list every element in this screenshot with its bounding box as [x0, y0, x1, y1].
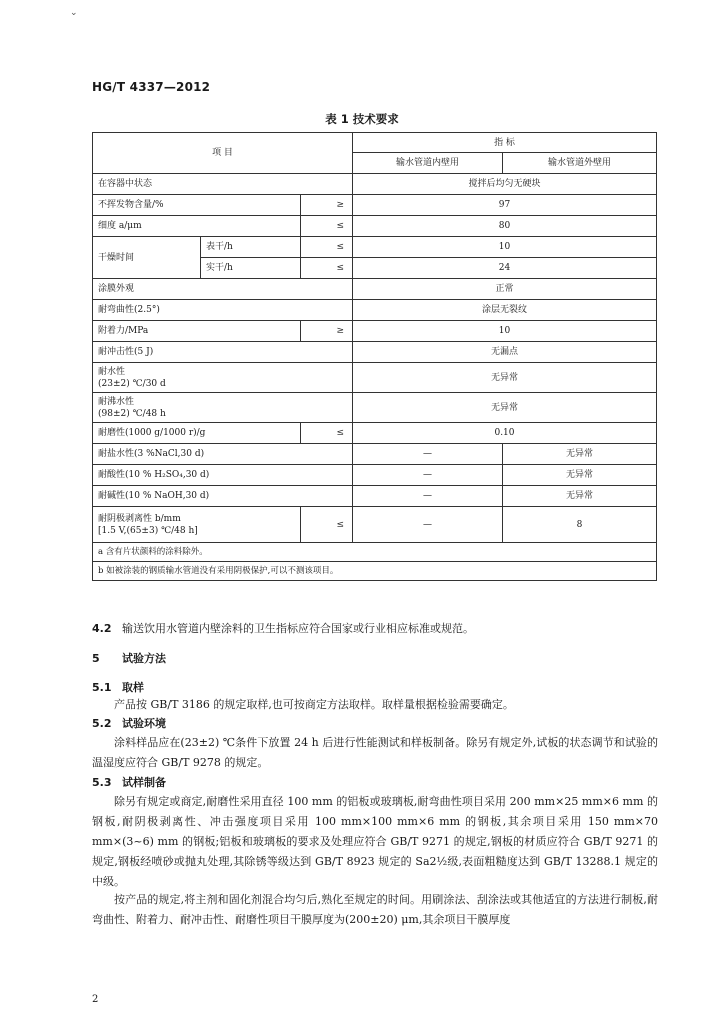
section-5-2-paragraph: 涂料样品应在(23±2) ℃条件下放置 24 h 后进行性能测试和样板制备。除另有规定外,试板的状态调节和试验的温湿度应符合 GB/T 9278 的规定。 — [92, 736, 658, 769]
row-item-line2: (23±2) ℃/30 d — [98, 378, 166, 389]
row-subitem: 表干/h — [201, 237, 301, 258]
table-row — [93, 465, 657, 486]
row-operator: ≤ — [301, 237, 353, 258]
row-item — [93, 363, 353, 393]
table-row — [93, 444, 657, 465]
page-number: 2 — [92, 994, 99, 1005]
section-title: 试验环境 — [122, 717, 166, 730]
row-item-line2: (98±2) ℃/48 h — [98, 408, 166, 419]
row-value: 24 — [353, 258, 657, 279]
section-5-3-paragraph-1: 除另有规定或商定,耐磨性采用直径 100 mm 的铝板或玻璃板,耐弯曲性项目采用 200 mm×25 mm×6 mm 的钢板,耐阴极剥离性、冲击强度项目采用 100 mm×100 mm×6 mm 的钢板,其余项目采用 150 mm×70 mm×(3~6) mm 的钢板;铝板和玻璃板的要求及处理应符合 GB/T 9271 的规定,钢板的材质应符合 GB/T 9271 的规定,钢板经喷砂或抛丸处理,其除锈等级达到 GB/T 8923 规定的 Sa2½级,表面粗糙度达到 GB/T 13288.1 规定的中级。 — [92, 795, 658, 888]
section-number: 5 — [92, 652, 100, 665]
table-row — [93, 300, 657, 321]
section-number: 4.2 — [92, 622, 112, 635]
header-outer-wall: 输水管道外壁用 — [503, 153, 657, 174]
table-note-a: a 含有片状颜料的涂料除外。 — [93, 543, 657, 562]
row-item-line1: 耐阴极剥离性 b/mm — [98, 513, 181, 524]
table-row — [93, 507, 657, 543]
table-note-row — [93, 562, 657, 581]
row-item: 耐酸性(10 % H₂SO₄,30 d) — [93, 465, 353, 486]
document-code: HG/T 4337—2012 — [92, 80, 211, 94]
row-item-line1: 耐沸水性 — [98, 396, 135, 407]
row-item — [93, 393, 353, 423]
row-outer-value: 无异常 — [503, 444, 657, 465]
row-outer-value: 8 — [503, 507, 657, 543]
row-value: 涂层无裂纹 — [353, 300, 657, 321]
row-item: 细度 a/μm — [93, 216, 301, 237]
row-item: 在容器中状态 — [93, 174, 353, 195]
section-4-2 — [92, 619, 658, 639]
section-text: 输送饮用水管道内壁涂料的卫生指标应符合国家或行业相应标准或规范。 — [122, 622, 474, 635]
row-operator: ≥ — [301, 321, 353, 342]
section-title: 取样 — [122, 681, 144, 694]
row-value: 无异常 — [353, 393, 657, 423]
row-item-line2: [1.5 V,(65±3) ℃/48 h] — [98, 525, 198, 536]
row-item: 耐弯曲性(2.5°) — [93, 300, 353, 321]
table-row — [93, 174, 657, 195]
row-value: 0.10 — [353, 423, 657, 444]
section-number: 5.1 — [92, 681, 112, 694]
table-note-row — [93, 543, 657, 562]
row-item: 涂膜外观 — [93, 279, 353, 300]
row-item — [93, 507, 301, 543]
section-5-3-paragraph-2: 按产品的规定,将主剂和固化剂混合均匀后,熟化至规定的时间。用刷涂法、刮涂法或其他适宜的方法进行制板,耐弯曲性、附着力、耐冲击性、耐磨性项目干膜厚度为(200±20) μm,其余项目干膜厚度 — [92, 893, 658, 926]
table-note-b: b 如被涂装的钢质输水管道没有采用阴极保护,可以不测该项目。 — [93, 562, 657, 581]
row-operator: ≤ — [301, 216, 353, 237]
table-title: 表 1 技术要求 — [325, 112, 399, 126]
row-item: 干燥时间 — [93, 237, 201, 279]
table-row — [93, 237, 657, 258]
row-inner-value: — — [353, 444, 503, 465]
row-item: 不挥发物含量/% — [93, 195, 301, 216]
row-operator: ≤ — [301, 423, 353, 444]
section-number: 5.2 — [92, 717, 112, 730]
row-value: 97 — [353, 195, 657, 216]
table-row — [93, 279, 657, 300]
table-header-row — [93, 133, 657, 153]
row-operator: ≥ — [301, 195, 353, 216]
row-operator: ≤ — [301, 507, 353, 543]
section-number: 5.3 — [92, 776, 112, 789]
corner-mark: ⌄ — [70, 8, 78, 18]
section-title: 试样制备 — [122, 776, 166, 789]
row-value: 10 — [353, 237, 657, 258]
row-inner-value: — — [353, 507, 503, 543]
table-row — [93, 423, 657, 444]
table-row — [93, 216, 657, 237]
section-5-3-heading — [92, 773, 658, 793]
section-title: 试验方法 — [122, 652, 166, 665]
row-value: 正常 — [353, 279, 657, 300]
table-row — [93, 321, 657, 342]
row-outer-value: 无异常 — [503, 486, 657, 507]
technical-requirements-table — [92, 132, 657, 581]
section-5-heading — [92, 649, 658, 669]
row-subitem: 实干/h — [201, 258, 301, 279]
table-row — [93, 342, 657, 363]
row-outer-value: 无异常 — [503, 465, 657, 486]
row-item: 耐碱性(10 % NaOH,30 d) — [93, 486, 353, 507]
header-item: 项 目 — [93, 133, 353, 174]
table-row — [93, 195, 657, 216]
row-item: 耐冲击性(5 J) — [93, 342, 353, 363]
row-value: 无异常 — [353, 363, 657, 393]
row-item: 耐盐水性(3 %NaCl,30 d) — [93, 444, 353, 465]
section-5-1-paragraph: 产品按 GB/T 3186 的规定取样,也可按商定方法取样。取样量根据检验需要确定。 — [114, 698, 514, 711]
header-indicator: 指 标 — [353, 133, 657, 153]
row-operator: ≤ — [301, 258, 353, 279]
table-row — [93, 393, 657, 423]
row-inner-value: — — [353, 465, 503, 486]
row-item-line1: 耐水性 — [98, 366, 126, 377]
row-inner-value: — — [353, 486, 503, 507]
table-row — [93, 486, 657, 507]
row-item: 附着力/MPa — [93, 321, 301, 342]
table-row — [93, 363, 657, 393]
row-value: 10 — [353, 321, 657, 342]
row-value: 80 — [353, 216, 657, 237]
row-value: 搅拌后均匀无硬块 — [353, 174, 657, 195]
section-5-2-heading — [92, 714, 658, 734]
row-item: 耐磨性(1000 g/1000 r)/g — [93, 423, 301, 444]
row-value: 无漏点 — [353, 342, 657, 363]
header-inner-wall: 输水管道内壁用 — [353, 153, 503, 174]
